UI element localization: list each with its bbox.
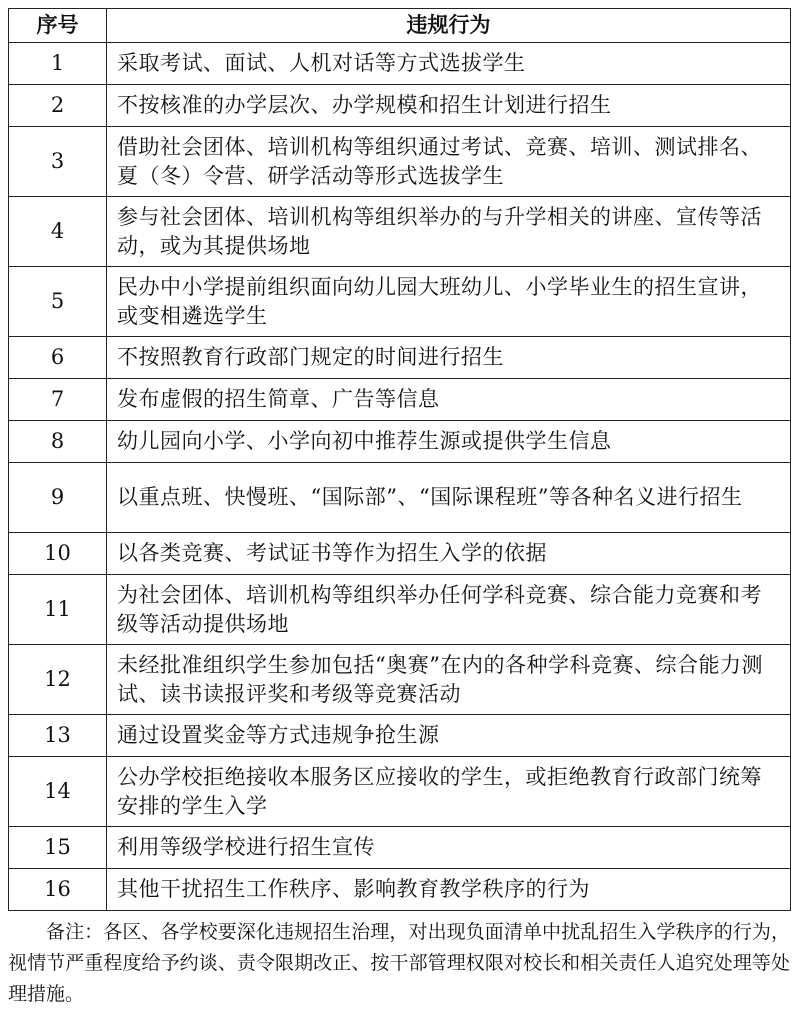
row-behavior: 未经批准组织学生参加包括“奥赛”在内的各种学科竞赛、综合能力测试、读书读报评奖和考级等竞赛活动 — [107, 645, 791, 715]
row-behavior: 民办中小学提前组织面向幼儿园大班幼儿、小学毕业生的招生宣讲，或变相遴选学生 — [107, 267, 791, 337]
table-row — [9, 379, 791, 421]
header-seq: 序号 — [9, 9, 107, 43]
row-seq: 14 — [9, 757, 107, 827]
row-behavior: 以各类竞赛、考试证书等作为招生入学的依据 — [107, 533, 791, 575]
row-seq: 7 — [9, 379, 107, 421]
header-behavior: 违规行为 — [107, 9, 791, 43]
table-row — [9, 827, 791, 869]
row-behavior: 不按核准的办学层次、办学规模和招生计划进行招生 — [107, 85, 791, 127]
table-row — [9, 463, 791, 533]
row-behavior: 幼儿园向小学、小学向初中推荐生源或提供学生信息 — [107, 421, 791, 463]
row-behavior: 公办学校拒绝接收本服务区应接收的学生，或拒绝教育行政部门统筹安排的学生入学 — [107, 757, 791, 827]
row-behavior: 发布虚假的招生简章、广告等信息 — [107, 379, 791, 421]
table-row — [9, 757, 791, 827]
row-seq: 9 — [9, 463, 107, 533]
table-row — [9, 533, 791, 575]
row-behavior: 其他干扰招生工作秩序、影响教育教学秩序的行为 — [107, 869, 791, 911]
row-seq: 1 — [9, 43, 107, 85]
table-header-row — [9, 9, 791, 43]
table-row — [9, 43, 791, 85]
row-behavior: 采取考试、面试、人机对话等方式选拔学生 — [107, 43, 791, 85]
row-behavior: 利用等级学校进行招生宣传 — [107, 827, 791, 869]
violation-table — [8, 8, 791, 911]
table-row — [9, 197, 791, 267]
row-seq: 10 — [9, 533, 107, 575]
table-row — [9, 127, 791, 197]
table-row — [9, 85, 791, 127]
table-row — [9, 715, 791, 757]
table-row — [9, 421, 791, 463]
row-seq: 2 — [9, 85, 107, 127]
row-seq: 5 — [9, 267, 107, 337]
row-behavior: 参与社会团体、培训机构等组织举办的与升学相关的讲座、宣传等活动，或为其提供场地 — [107, 197, 791, 267]
row-seq: 16 — [9, 869, 107, 911]
row-behavior: 不按照教育行政部门规定的时间进行招生 — [107, 337, 791, 379]
row-seq: 8 — [9, 421, 107, 463]
row-seq: 12 — [9, 645, 107, 715]
row-seq: 3 — [9, 127, 107, 197]
table-row — [9, 869, 791, 911]
row-seq: 11 — [9, 575, 107, 645]
row-seq: 15 — [9, 827, 107, 869]
row-seq: 6 — [9, 337, 107, 379]
row-seq: 4 — [9, 197, 107, 267]
row-behavior: 以重点班、快慢班、“国际部”、“国际课程班”等各种名义进行招生 — [107, 463, 791, 533]
row-behavior: 为社会团体、培训机构等组织举办任何学科竞赛、综合能力竞赛和考级等活动提供场地 — [107, 575, 791, 645]
table-row — [9, 267, 791, 337]
document — [8, 8, 790, 1010]
table-row — [9, 575, 791, 645]
table-row — [9, 645, 791, 715]
table-row — [9, 337, 791, 379]
footnote: 备注：各区、各学校要深化违规招生治理，对出现负面清单中扰乱招生入学秩序的行为，视情节严重程度给予约谈、责令限期改正、按干部管理权限对校长和相关责任人追究处理等处理措施。 — [8, 921, 790, 1005]
row-behavior: 通过设置奖金等方式违规争抢生源 — [107, 715, 791, 757]
row-seq: 13 — [9, 715, 107, 757]
row-behavior: 借助社会团体、培训机构等组织通过考试、竞赛、培训、测试排名、夏（冬）令营、研学活动等形式选拔学生 — [107, 127, 791, 197]
